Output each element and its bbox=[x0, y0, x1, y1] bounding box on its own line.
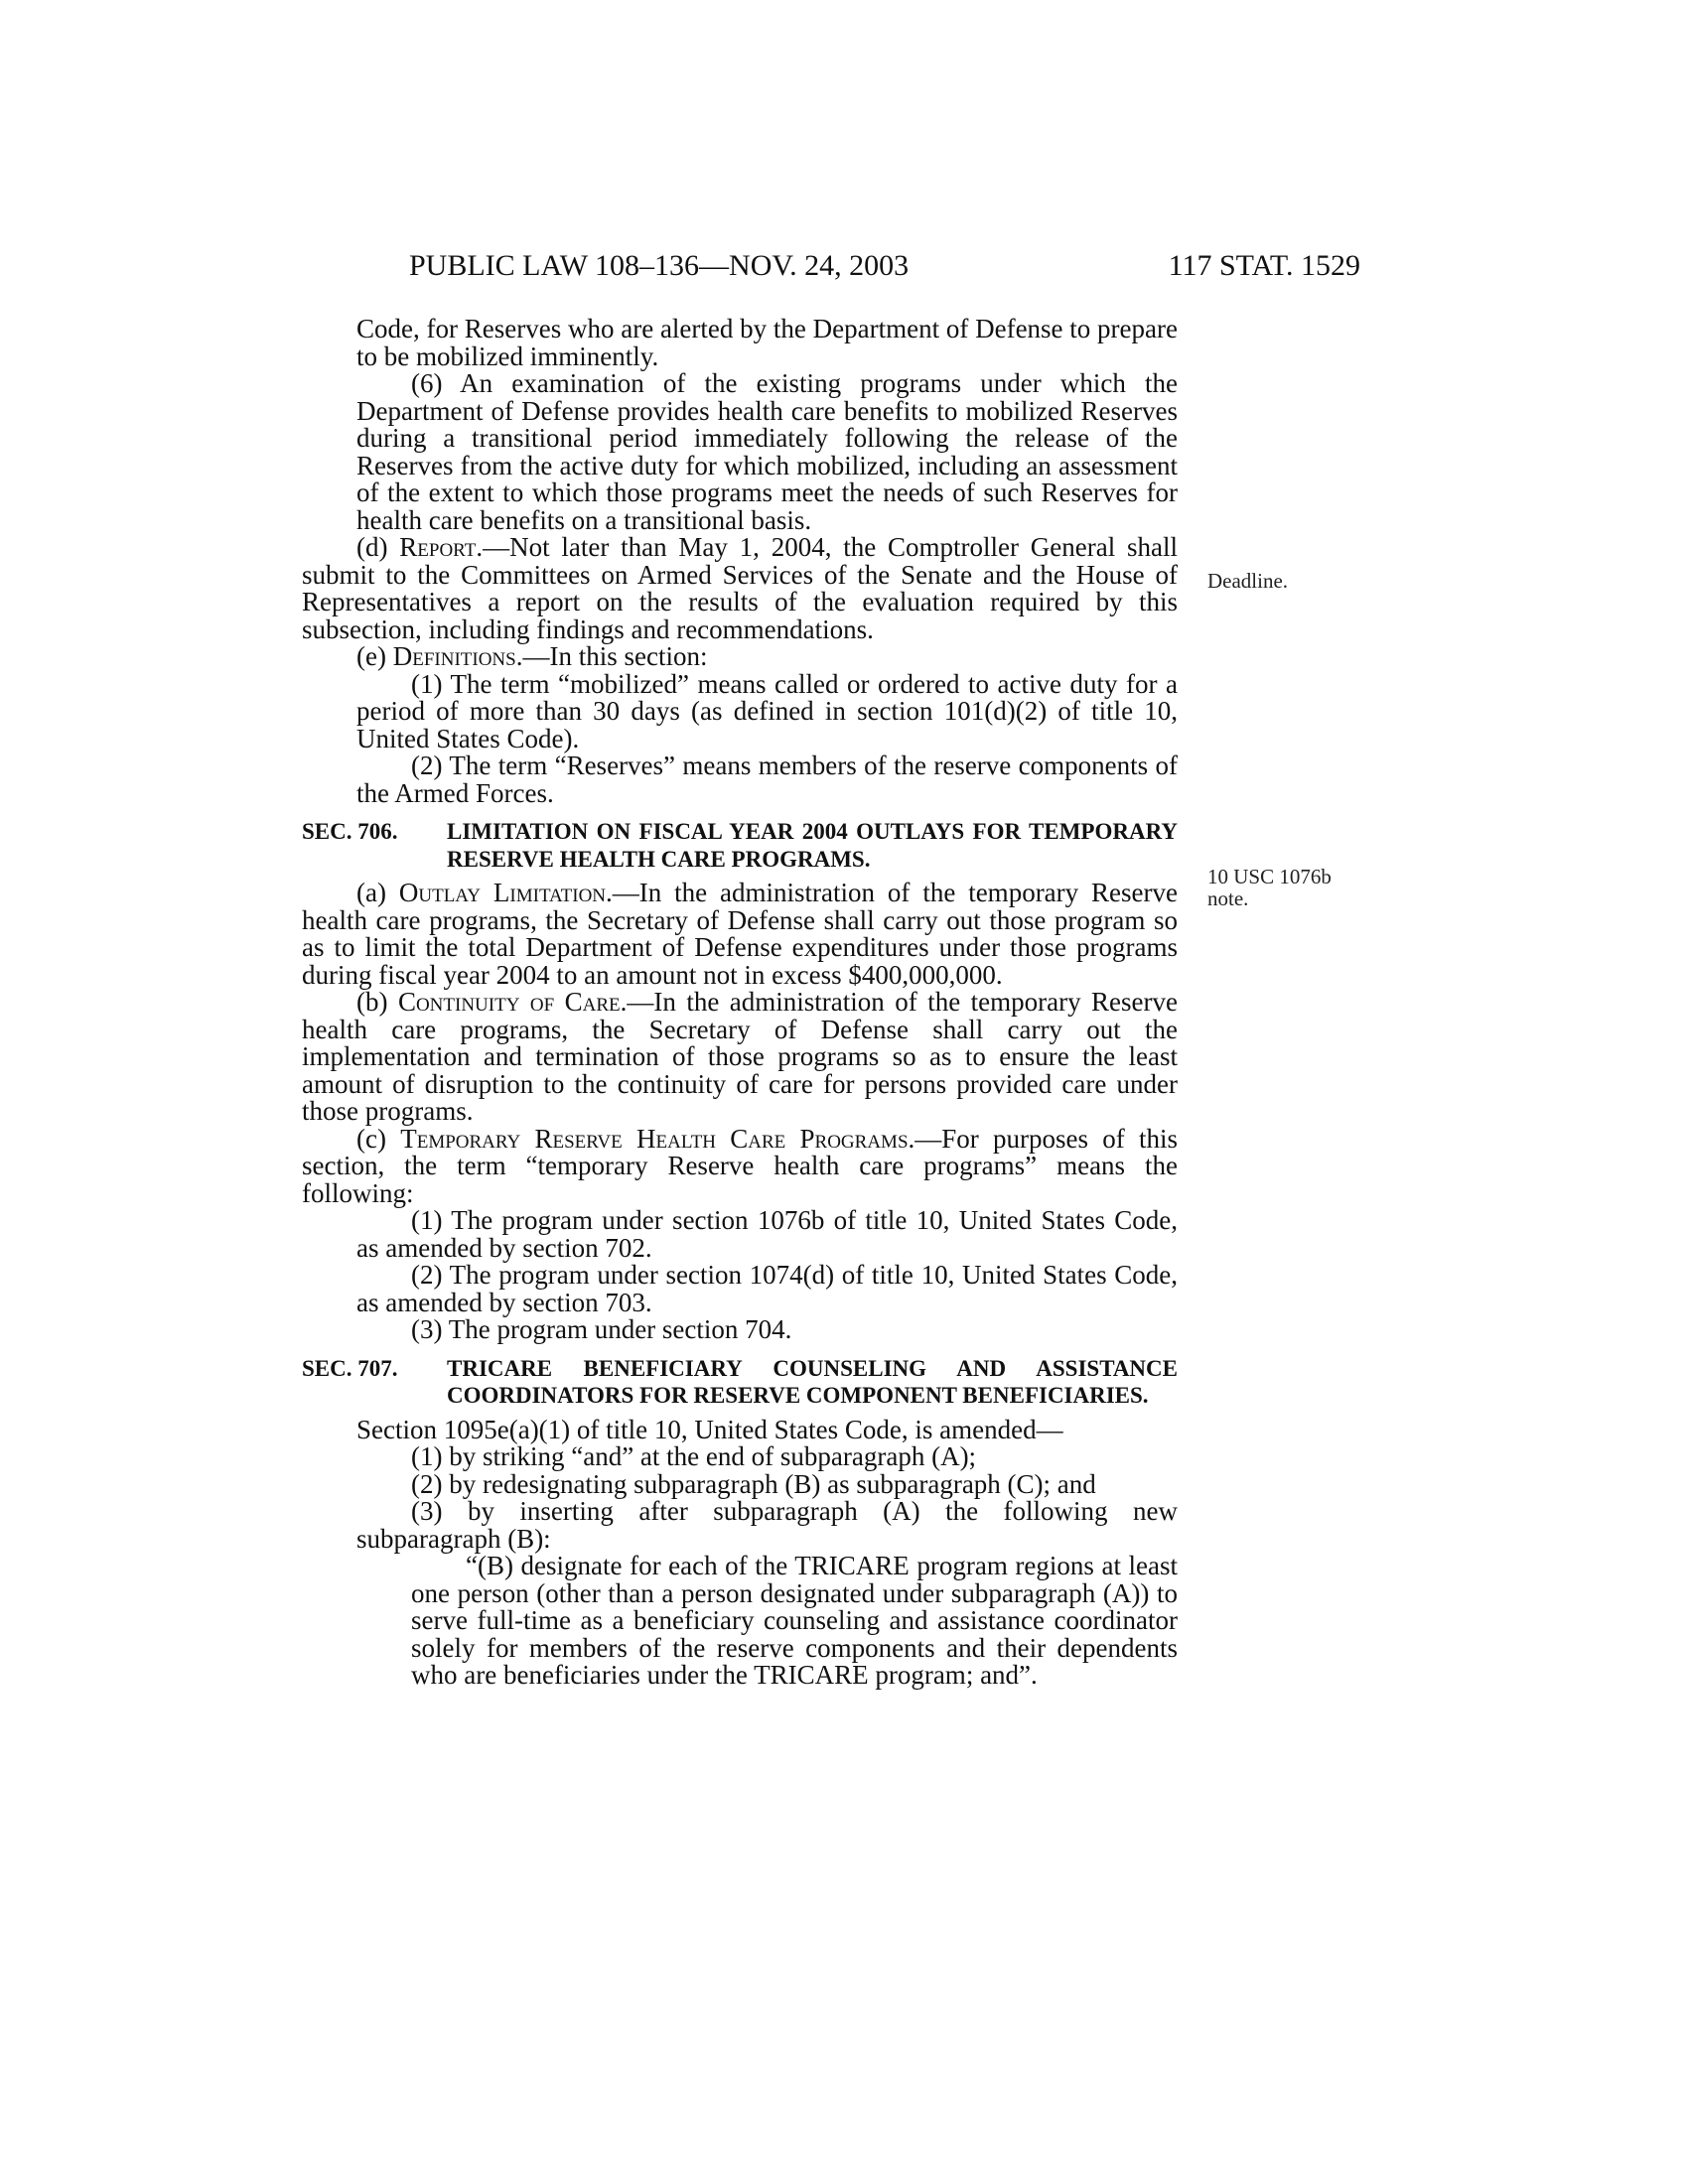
amendment-item-3: (3) by inserting after subparagraph (A) the following new subparagraph (B): bbox=[356, 1496, 1178, 1554]
section-706-title: LIMITATION ON FISCAL YEAR 2004 OUTLAYS FOR TEMPORARY RESERVE HEALTH CARE PROGRAMS. bbox=[447, 819, 1178, 872]
document-body bbox=[302, 316, 1178, 1690]
section-706-number: SEC. 706. bbox=[302, 819, 398, 844]
program-item-2: (2) The program under section 1074(d) of title 10, United States Code, as amended by section 703. bbox=[356, 1260, 1178, 1317]
subsection-706-b: (b) Continuity of Care.—In the administration of the temporary Reserve health care programs, the Secretary of Defense shall carry out the implementation and termination of those programs so as to ensure the least amount of disruption to the continuity of care for persons provided care under those programs. bbox=[302, 987, 1179, 1126]
amendment-item-2: (2) by redesignating subparagraph (B) as subparagraph (C); and bbox=[411, 1468, 1096, 1499]
section-707-heading bbox=[302, 1355, 1178, 1410]
definition-reserves: (2) The term “Reserves” means members of the reserve components of the Armed Forces. bbox=[356, 751, 1178, 808]
amendment-item-1: (1) by striking “and” at the end of subparagraph (A); bbox=[411, 1441, 977, 1471]
program-item-1: (1) The program under section 1076b of title 10, United States Code, as amended by section 702. bbox=[356, 1205, 1178, 1263]
margin-note-deadline: Deadline. bbox=[1207, 569, 1289, 593]
subsection-d-heading: Report bbox=[399, 532, 477, 562]
subsection-d-report: (d) Report.—Not later than May 1, 2004, the Comptroller General shall submit to the Committees on Armed Services of the Senate and the House of Representatives a report on the results of the evaluation required by this subsection, including findings and recommendations. bbox=[302, 532, 1179, 644]
paragraph-c6: (6) An examination of the existing programs under which the Department of Defense provides health care benefits to mobilized Reserves during a transitional period immediately following the release of the Reserves from the active duty for which mobilized, including an assessment of the extent to which those programs meet the needs of such Reserves for health care benefits on a transitional basis. bbox=[356, 368, 1178, 535]
statute-page: 117 STAT. 1529 bbox=[1168, 249, 1360, 282]
definition-mobilized: (1) The term “mobilized” means called or ordered to active duty for a period of more than 30 days (as defined in section 101(d)(2) of title 10, United States Code). bbox=[356, 668, 1178, 753]
section-707-number: SEC. 707. bbox=[302, 1355, 398, 1381]
subsection-706-a-heading: Outlay Limitation bbox=[398, 878, 607, 907]
margin-note-usc-line1: 10 USC 1076b bbox=[1207, 865, 1332, 888]
subsection-706-a: (a) Outlay Limitation.—In the administration of the temporary Reserve health care programs, the Secretary of Defense shall carry out those program so as to limit the total Department of Defense expenditures under those programs during fiscal year 2004 to an amount not in excess $400,000,000. bbox=[302, 878, 1179, 990]
quoted-subparagraph-b: “(B) designate for each of the TRICARE program regions at least one person (other than a person designated under subparagraph (A)) to serve full-time as a beneficiary counseling and assistance coordinator solely for members of the reserve components and their dependents who are beneficiaries under the TRICARE program; and”. bbox=[411, 1551, 1178, 1690]
program-item-3: (3) The program under section 704. bbox=[411, 1314, 792, 1344]
law-citation: PUBLIC LAW 108–136—NOV. 24, 2003 bbox=[409, 249, 910, 282]
section-707-intro: Section 1095e(a)(1) of title 10, United States Code, is amended— bbox=[356, 1414, 1063, 1444]
margin-note-usc-line2: note. bbox=[1207, 887, 1249, 910]
paragraph-c5-continued: Code, for Reserves who are alerted by the Department of Defense to prepare to be mobilized imminently. bbox=[356, 314, 1178, 371]
subsection-706-c-heading: Temporary Reserve Health Care Programs bbox=[400, 1123, 909, 1154]
subsection-e-definitions: (e) Definitions.—In this section: bbox=[356, 641, 708, 671]
margin-note-usc bbox=[1207, 866, 1332, 909]
subsection-e-heading: Definitions bbox=[392, 641, 516, 671]
subsection-706-c: (c) Temporary Reserve Health Care Programs.—For purposes of this section, the term “temporary Reserve health care programs” means the following: bbox=[302, 1123, 1179, 1208]
section-706-heading bbox=[302, 818, 1178, 873]
running-head bbox=[298, 246, 1360, 286]
section-707-title: TRICARE BENEFICIARY COUNSELING AND ASSISTANCE COORDINATORS FOR RESERVE COMPONENT BENEFICIARIES. bbox=[447, 1355, 1178, 1408]
subsection-706-b-heading: Continuity of Care bbox=[397, 987, 621, 1017]
